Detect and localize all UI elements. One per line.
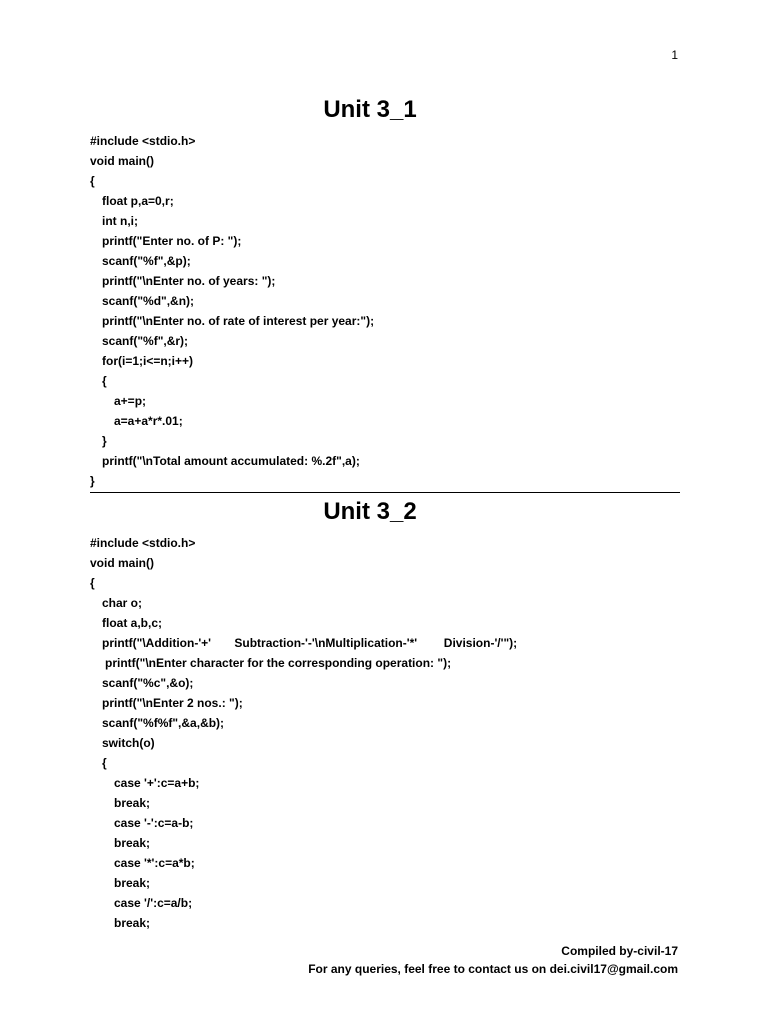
page-number: 1 [671,48,678,62]
section-divider [90,492,680,493]
code-line: { [102,374,107,388]
code-line: for(i=1;i<=n;i++) [102,354,194,368]
code-line: } [90,474,95,488]
unit-title: Unit 3_2 [323,498,417,525]
code-line: char o; [102,596,143,610]
code-line: scanf("%f%f",&a,&b); [102,716,225,730]
code-line: float p,a=0,r; [102,194,174,208]
code-line: printf("\Addition-'+' Subtraction-'-'\nMultiplication-'*' Division-'/'"); [102,636,518,650]
code-line: printf("\nEnter no. of years: "); [102,274,276,288]
code-line: scanf("%f",&p); [102,254,191,268]
code-block-unit-3-1 [90,131,680,491]
code-line: float a,b,c; [102,616,163,630]
code-line: scanf("%d",&n); [102,294,195,308]
code-line: printf("\nEnter no. of rate of interest per year:"); [102,314,375,328]
code-line: void main() [90,556,155,570]
code-line: } [102,434,107,448]
code-line: void main() [90,154,155,168]
code-line: printf("Enter no. of P: "); [102,234,242,248]
code-line: #include <stdio.h> [90,134,196,148]
code-block-unit-3-2 [90,533,680,933]
code-line: { [90,174,95,188]
code-line: break; [114,876,151,890]
code-line: switch(o) [102,736,155,750]
code-line: { [90,576,95,590]
code-line: case '-':c=a-b; [114,816,194,830]
code-line: case '*':c=a*b; [114,856,195,870]
unit-title: Unit 3_1 [323,96,417,123]
code-line: break; [114,916,151,930]
code-line: printf("\nEnter character for the corresponding operation: "); [105,656,452,670]
code-line: a=a+a*r*.01; [114,414,183,428]
compiled-by-text: Compiled by-civil-17 [561,944,678,958]
code-line: scanf("%c",&o); [102,676,194,690]
code-line: case '/':c=a/b; [114,896,193,910]
code-line: case '+':c=a+b; [114,776,200,790]
code-line: printf("\nTotal amount accumulated: %.2f",a); [102,454,360,468]
code-line: #include <stdio.h> [90,536,196,550]
contact-text: For any queries, feel free to contact us on dei.civil17@gmail.com [308,962,678,976]
footer [308,942,678,978]
code-line: break; [114,836,151,850]
code-line: { [102,756,107,770]
code-line: int n,i; [102,214,138,228]
code-line: a+=p; [114,394,147,408]
code-line: scanf("%f",&r); [102,334,189,348]
code-line: break; [114,796,151,810]
code-line: printf("\nEnter 2 nos.: "); [102,696,243,710]
